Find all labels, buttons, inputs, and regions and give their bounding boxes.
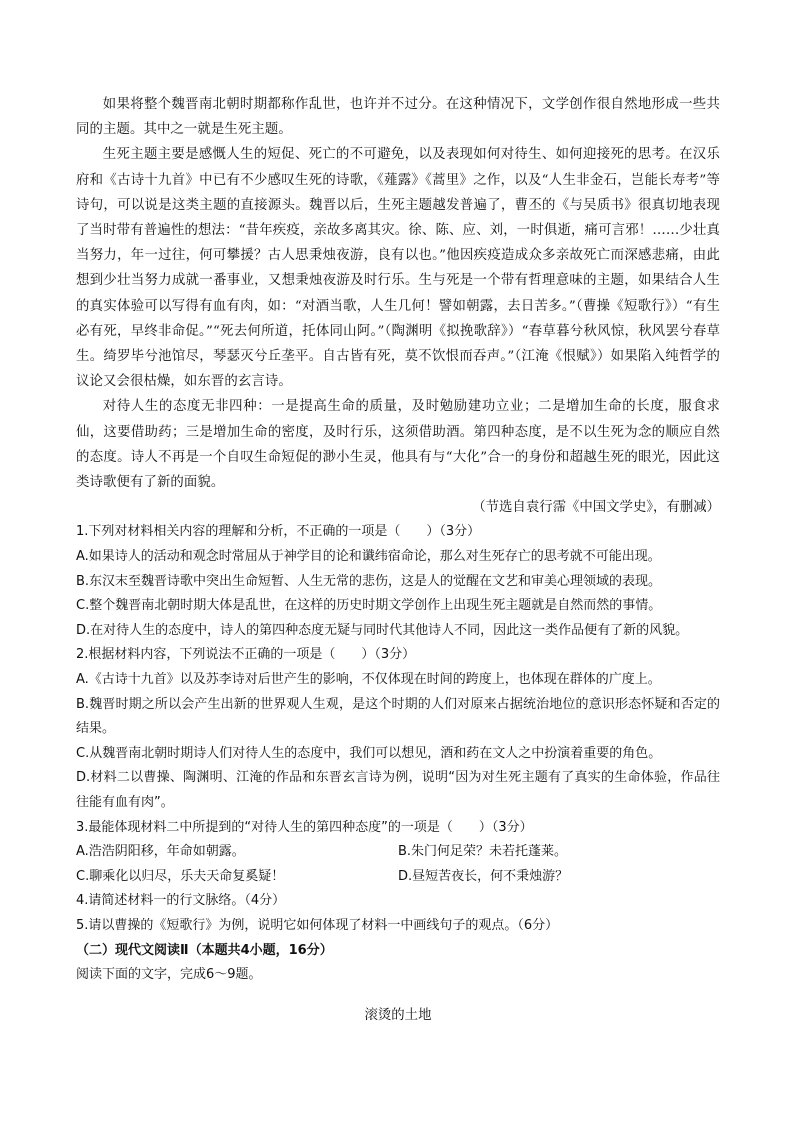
passage-paragraph-3: 对待人生的态度无非四种：一是提高生命的质量，及时勉励建功立业；二是增加生命的长度，服食求仙，这要借助药；三是增加生命的密度，及时行乐，这须借助酒。第四种态度，是不以生死为念的顺应自然的态度。诗人不再是一个自叹生命短促的渺小生灵，他具有与“大化”合一的身份和超越生死的眼光，因此这类诗歌便有了新的面貌。 bbox=[76, 399, 720, 491]
question-4: 4.请简述材料一的行文脉络。（4分） bbox=[76, 893, 286, 909]
question-2-option-a: A.《古诗十九首》以及苏李诗对后世产生的影响，不仅体现在时间的跨度上，也体现在群体的广度上。 bbox=[76, 672, 661, 688]
section-2-heading: （二）现代文阅读Ⅱ（本题共4小题，16分） bbox=[76, 942, 333, 958]
question-3-option-b: B.朱门何足荣？未若托蓬莱。 bbox=[398, 844, 568, 860]
question-1-option-d: D.在对待人生的态度中，诗人的第四种态度无疑与同时代其他诗人不同，因此这一类作品便有了新的风貌。 bbox=[76, 622, 689, 638]
question-2 bbox=[76, 643, 720, 815]
question-3-option-d: D.昼短苦夜长，何不秉烛游？ bbox=[398, 868, 569, 884]
question-2-option-b: B.魏晋时期之所以会产生出新的世界观人生观，是这个时期的人们对原来占据统治地位的意识形态怀疑和否定的结果。 bbox=[76, 696, 720, 737]
question-2-option-c: C.从魏晋南北朝时期诗人们对待人生的态度中，我们可以想见，酒和药在文人之中扮演着重要的角色。 bbox=[76, 745, 662, 761]
passage-source: （节选自袁行霈《中国文学史》，有删减） bbox=[472, 500, 720, 516]
question-3-stem: 3.最能体现材料二中所提到的“对待人生的第四种态度”的一项是（ ）（3分） bbox=[76, 819, 533, 835]
passage-paragraph-2: 生死主题主要是感慨人生的短促、死亡的不可避免，以及表现如何对待生、如何迎接死的思考。在汉乐府和《古诗十九首》中已有不少感叹生死的诗歌，《薤露》《蒿里》之作，以及“人生非金石，岂能长寿考”等诗句，可以说是这类主题的直接源头。魏晋以后，生死主题越发普遍了，曹丕的《与吴质书》很真切地表现了当时带有普遍性的想法：“昔年疾疫，亲故多离其灾。徐、陈、应、刘，一时俱逝，痛可言邪！……少壮真当努力，年一过往，何可攀援？古人思秉烛夜游，良有以也。”他因疾疫造成众多亲故死亡而深感悲痛，由此想到少壮当努力成就一番事业，又想秉烛夜游及时行乐。生与死是一个带有哲理意味的主题，如果结合人生的真实体验可以写得有血有肉，如：“对酒当歌，人生几何！譬如朝露，去日苦多。”（曹操《短歌行》）“有生必有死，早终非命促。”“死去何所道，托体同山阿。”（陶渊明《拟挽歌辞》）“春草暮兮秋风惊，秋风罢兮春草生。绮罗毕兮池馆尽，琴瑟灭兮丘垄平。自古皆有死，莫不饮恨而吞声。”（江淹《恨赋》）如果陷入纯哲学的议论又会很枯燥，如东晋的玄言诗。 bbox=[76, 147, 720, 390]
question-3-options-row-2 bbox=[76, 865, 720, 890]
question-2-option-d: D.材料二以曹操、陶渊明、江淹的作品和东晋玄言诗为例，说明“因为对生死主题有了真实的生命体验，作品往往能有血有肉”。 bbox=[76, 770, 720, 810]
question-3-option-c: C.聊乘化以归尽，乐夫天命复奚疑！ bbox=[76, 868, 285, 884]
question-5: 5.请以曹操的《短歌行》为例，说明它如何体现了材料一中画线句子的观点。（6分） bbox=[76, 917, 559, 933]
reading-title: 滚烫的土地 bbox=[364, 1007, 432, 1023]
exam-page bbox=[76, 92, 720, 1028]
question-1-option-c: C.整个魏晋南北朝时期大体是乱世，在这样的历史时期文学创作上出现生死主题就是自然而然的事情。 bbox=[76, 598, 662, 614]
passage-paragraph-1: 如果将整个魏晋南北朝时期都称作乱世，也许并不过分。在这种情况下，文学创作很自然地形成一些共同的主题。其中之一就是生死主题。 bbox=[76, 97, 720, 138]
section-2-intro: 阅读下面的文字，完成6～9题。 bbox=[76, 967, 262, 983]
question-2-stem: 2.根据材料内容，下列说法不正确的一项是（ ）（3分） bbox=[76, 647, 416, 663]
question-1-option-b: B.东汉末至魏晋诗歌中突出生命短暂、人生无常的悲伤，这是人的觉醒在文艺和审美心理领域的表现。 bbox=[76, 573, 662, 589]
question-1-stem: 1.下列对材料相关内容的理解和分析，不正确的一项是（ ）（3分） bbox=[76, 524, 481, 540]
question-1 bbox=[76, 520, 720, 643]
question-3-options-row-1 bbox=[76, 840, 720, 865]
question-3 bbox=[76, 816, 720, 890]
question-1-option-a: A.如果诗人的活动和观念时常屈从于神学目的论和谶纬宿命论，那么对生死存亡的思考就不可能出现。 bbox=[76, 549, 661, 565]
question-3-option-a: A.浩浩阴阳移，年命如朝露。 bbox=[76, 844, 245, 860]
